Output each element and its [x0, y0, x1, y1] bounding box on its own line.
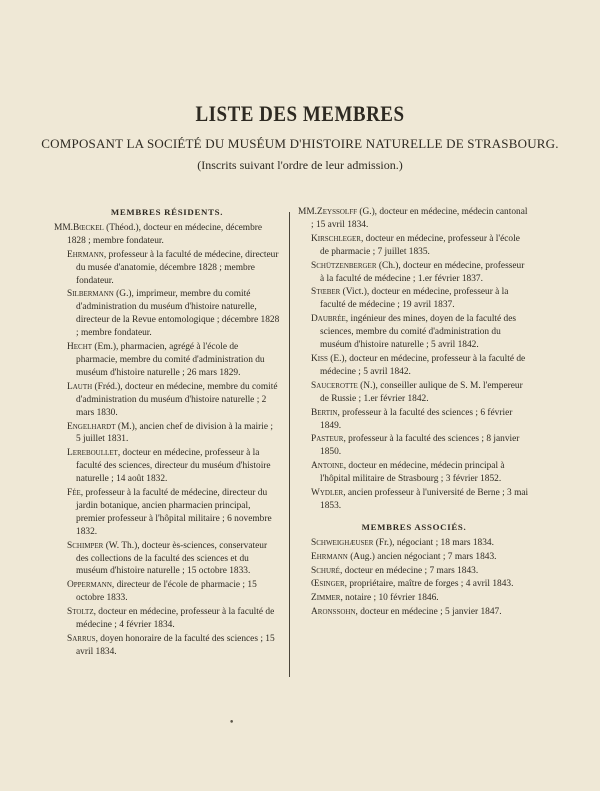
member-name: Lauth	[67, 381, 93, 392]
member-details: (G.), imprimeur, membre du comité d'administration du muséum d'histoire naturelle, directeur de la Revue entomologique ; décembre 1828 ; membre fondateur.	[76, 289, 280, 339]
member-entry	[54, 341, 280, 380]
page-title: LISTE DES MEMBRES	[195, 102, 405, 127]
member-entry	[54, 540, 280, 579]
page-mark: •	[229, 718, 235, 728]
member-details: , ancien professeur à l'université de Berne ; 3 mai 1853.	[320, 488, 529, 511]
page-header	[0, 104, 600, 173]
member-details: (Vict.), docteur en médecine, professeur à la faculté de médecine ; 19 avril 1837.	[320, 287, 509, 311]
member-entry	[298, 592, 530, 605]
member-entry	[54, 447, 280, 486]
member-details: (Ch.), docteur en médecine, professeur à la faculté de médecine ; 1.er février 1837.	[320, 260, 525, 284]
page-note: (Inscrits suivant l'ordre de leur admission.)	[197, 158, 403, 172]
member-name: Schuré	[311, 565, 340, 576]
member-name: Lereboullet	[67, 448, 118, 459]
member-name: Kirschleger	[311, 233, 361, 244]
member-name: Sarrus	[67, 634, 96, 644]
member-entry	[298, 353, 530, 379]
member-name: Stœber	[311, 287, 341, 298]
member-name: Silbermann	[67, 289, 114, 300]
member-entry	[298, 551, 530, 564]
member-name: Antoine	[311, 461, 344, 472]
member-name: Ehrmann	[67, 249, 104, 260]
mm-prefix: MM.	[298, 207, 318, 217]
member-entry	[54, 421, 280, 447]
member-entry	[298, 565, 530, 578]
member-name: Bœckel	[73, 222, 104, 233]
member-details: (Em.), pharmacien, agrégé à l'école de pharmacie, membre du comité d'administration du muséum d'histoire naturelle ; 26 mars 1829.	[76, 342, 265, 378]
member-entry	[298, 233, 530, 259]
member-name: Zimmer	[311, 593, 341, 604]
member-details: , professeur à la faculté des sciences ; 8 janvier 1850.	[320, 434, 520, 458]
member-entry	[298, 380, 530, 406]
member-details: , notaire ; 10 février 1846.	[340, 593, 439, 604]
member-details: (M.), ancien chef de division à la mairie ; 5 juillet 1831.	[76, 421, 273, 445]
member-details: (Fréd.), docteur en médecine, membre du comité d'administration du muséum d'histoire naturelle ; 2 mars 1830.	[76, 381, 278, 418]
member-entry	[298, 407, 530, 433]
member-entry	[298, 460, 530, 486]
member-name: Wydler	[311, 488, 344, 499]
member-name: Pasteur	[311, 434, 344, 445]
member-entry	[298, 286, 530, 312]
member-entry	[54, 633, 280, 659]
member-name: Engelhardt	[67, 421, 116, 432]
member-name: Oppermann	[67, 580, 112, 591]
member-details: (Fr.), négociant ; 18 mars 1834.	[373, 537, 494, 548]
member-name: Saucerotte	[311, 380, 358, 391]
member-entry	[298, 487, 530, 513]
member-name: Zeyssolff	[317, 207, 357, 217]
member-name: Aronssohn	[311, 607, 356, 618]
member-details: , docteur en médecine, professeur à l'école de pharmacie ; 7 juillet 1835.	[320, 233, 520, 257]
column-divider	[289, 212, 290, 677]
member-details: (E.), docteur en médecine, professeur à la faculté de médecine ; 5 avril 1842.	[320, 353, 526, 377]
member-details: , professeur à la faculté des sciences ; 6 février 1849.	[320, 407, 513, 431]
member-entry	[298, 313, 530, 352]
member-entry	[298, 206, 530, 232]
member-details: , docteur en médecine, professeur à la faculté des sciences, directeur du muséum d'histoire naturelle ; 14 août 1832.	[76, 448, 271, 485]
member-name: Stoltz	[67, 607, 94, 618]
member-details: , directeur de l'école de pharmacie ; 15 octobre 1833.	[76, 580, 257, 604]
page-subtitle: COMPOSANT LA SOCIÉTÉ DU MUSÉUM D'HISTOIRE NATURELLE DE STRASBOURG.	[41, 136, 559, 151]
member-details: , docteur en médecine, professeur à la faculté de médecine ; 4 février 1834.	[76, 607, 275, 631]
member-details: , professeur à la faculté de médecine, directeur du jardin botanique, ancien pharmacien principal, premier professeur à l'hôpital militaire ; 6 novembre 1832.	[76, 488, 272, 537]
member-name: Bertin	[311, 407, 338, 418]
member-entry	[298, 537, 530, 550]
member-entry	[54, 606, 280, 632]
member-entry	[54, 222, 280, 248]
member-name: Schimper	[67, 540, 104, 551]
member-name: Hecht	[67, 342, 93, 353]
member-name: Schützenberger	[311, 260, 377, 271]
residents-list	[54, 222, 280, 659]
member-entry	[298, 260, 530, 286]
member-entry	[54, 288, 280, 340]
member-details: , doyen honoraire de la faculté des sciences ; 15 avril 1834.	[76, 634, 275, 657]
member-name: Ehrmann	[311, 551, 348, 562]
member-entry	[298, 606, 530, 619]
associates-list	[298, 537, 530, 619]
member-details: (Aug.) ancien négociant ; 7 mars 1843.	[347, 551, 497, 562]
member-details: , professeur à la faculté de médecine, directeur du musée d'anatomie, décembre 1828 ; membre fondateur.	[76, 249, 279, 286]
member-entry	[54, 487, 280, 539]
member-entry	[298, 433, 530, 459]
mm-prefix: MM.	[54, 222, 74, 233]
member-details: , docteur en médecine, médecin principal à l'hôpital militaire de Strasbourg ; 3 février 1852.	[320, 461, 505, 485]
member-details: , propriétaire, maître de forges ; 4 avril 1843.	[344, 579, 514, 590]
member-entry	[54, 579, 280, 605]
member-name: Schweighæuser	[311, 537, 374, 548]
member-details: , ingénieur des mines, doyen de la faculté des sciences, membre du comité d'administration du muséum d'histoire naturelle ; 5 avril 1842.	[320, 314, 517, 351]
member-details: (Théod.), docteur en médecine, décembre 1828 ; membre fondateur.	[67, 222, 263, 246]
residents-continued-list	[298, 206, 530, 513]
member-details: (G.), docteur en médecine, médecin cantonal ; 15 avril 1834.	[311, 207, 528, 230]
member-details: (N.), conseiller aulique de S. M. l'empereur de Russie ; 1.er février 1842.	[320, 380, 523, 404]
member-details: (W. Th.), docteur ès-sciences, conservateur des collections de la faculté des sciences et du muséum d'histoire naturelle ; 15 octobre 1833.	[76, 540, 268, 577]
member-details: , docteur en médecine ; 7 mars 1843.	[339, 565, 479, 576]
member-name: Daubrée	[311, 314, 346, 325]
member-details: , docteur en médecine ; 5 janvier 1847.	[355, 607, 502, 618]
member-name: Kiss	[311, 353, 328, 364]
member-name: Fée	[67, 488, 81, 499]
left-column	[54, 206, 280, 660]
member-entry	[54, 381, 280, 420]
member-entry	[54, 249, 280, 288]
right-column	[298, 206, 530, 620]
member-entry	[298, 578, 530, 591]
residents-heading: MEMBRES RÉSIDENTS.	[110, 207, 224, 217]
member-name: Œsinger	[311, 579, 345, 590]
associates-heading: MEMBRES ASSOCIÉS.	[361, 521, 467, 532]
